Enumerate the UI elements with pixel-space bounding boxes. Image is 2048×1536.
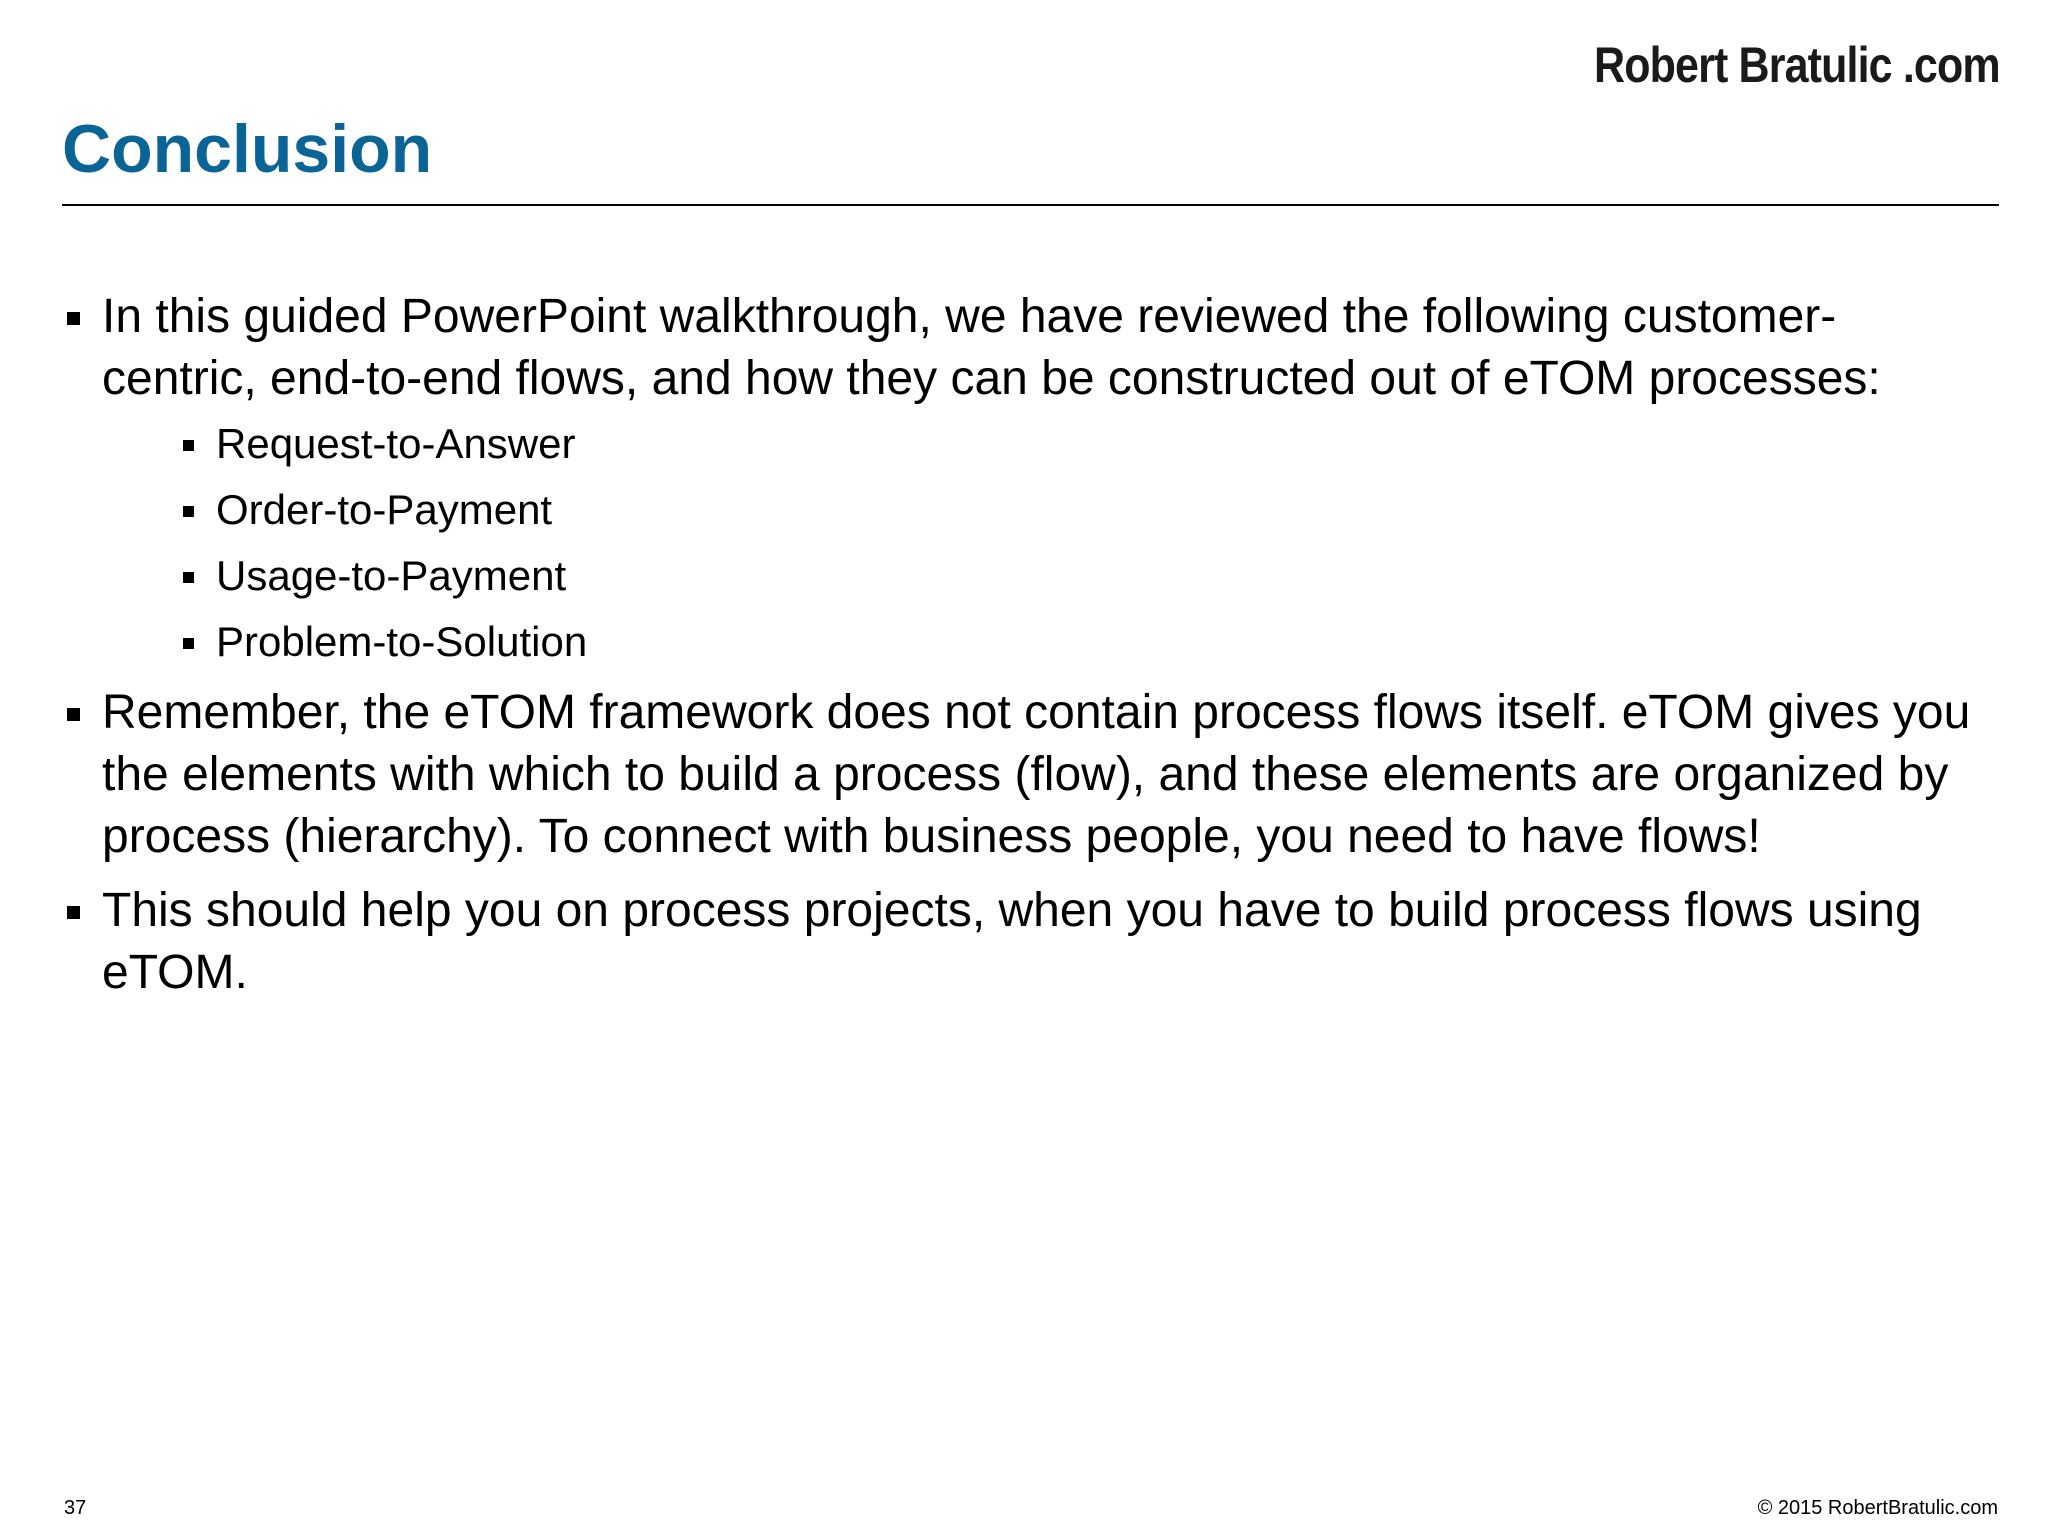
bullet-text: Remember, the eTOM framework does not contain process flows itself. eTOM gives you the elements with which to build a process (flow), and these elements are organized by process (hierarchy). To connect with business people, you need to have flows! [102,686,1971,863]
bullet-item-2 [62,682,1982,868]
square-bullet-icon [67,906,80,919]
square-bullet-icon [67,312,80,325]
bullet-item-1 [62,286,1982,668]
square-bullet-icon [183,506,194,517]
square-bullet-icon [183,638,194,649]
sub-bullet-item [102,484,1982,536]
sub-bullet-item [102,418,1982,470]
sub-bullet-text: Problem-to-Solution [216,618,588,665]
bullet-list [62,286,1982,1004]
brand-logo: Robert Bratulic .com [1594,37,2000,93]
square-bullet-icon [183,572,194,583]
sub-bullet-text: Order-to-Payment [216,486,553,533]
title-divider [62,204,1999,206]
sub-bullet-list [102,418,1982,668]
sub-bullet-item [102,616,1982,668]
copyright-notice: © 2015 RobertBratulic.com [1757,1497,1998,1519]
slide-title: Conclusion [62,111,433,187]
bullet-text: In this guided PowerPoint walkthrough, we have reviewed the following customer-centric, end-to-end flows, and how they can be constructed out of eTOM processes: [102,290,1881,405]
bullet-text: This should help you on process projects, when you have to build process flows using eTOM. [102,884,1922,999]
slide-content [62,286,1982,1016]
square-bullet-icon [183,440,194,451]
page-number: 37 [64,1497,87,1519]
square-bullet-icon [67,708,80,721]
sub-bullet-text: Request-to-Answer [216,420,576,467]
sub-bullet-text: Usage-to-Payment [216,552,567,599]
sub-bullet-item [102,550,1982,602]
bullet-item-3 [62,880,1982,1004]
